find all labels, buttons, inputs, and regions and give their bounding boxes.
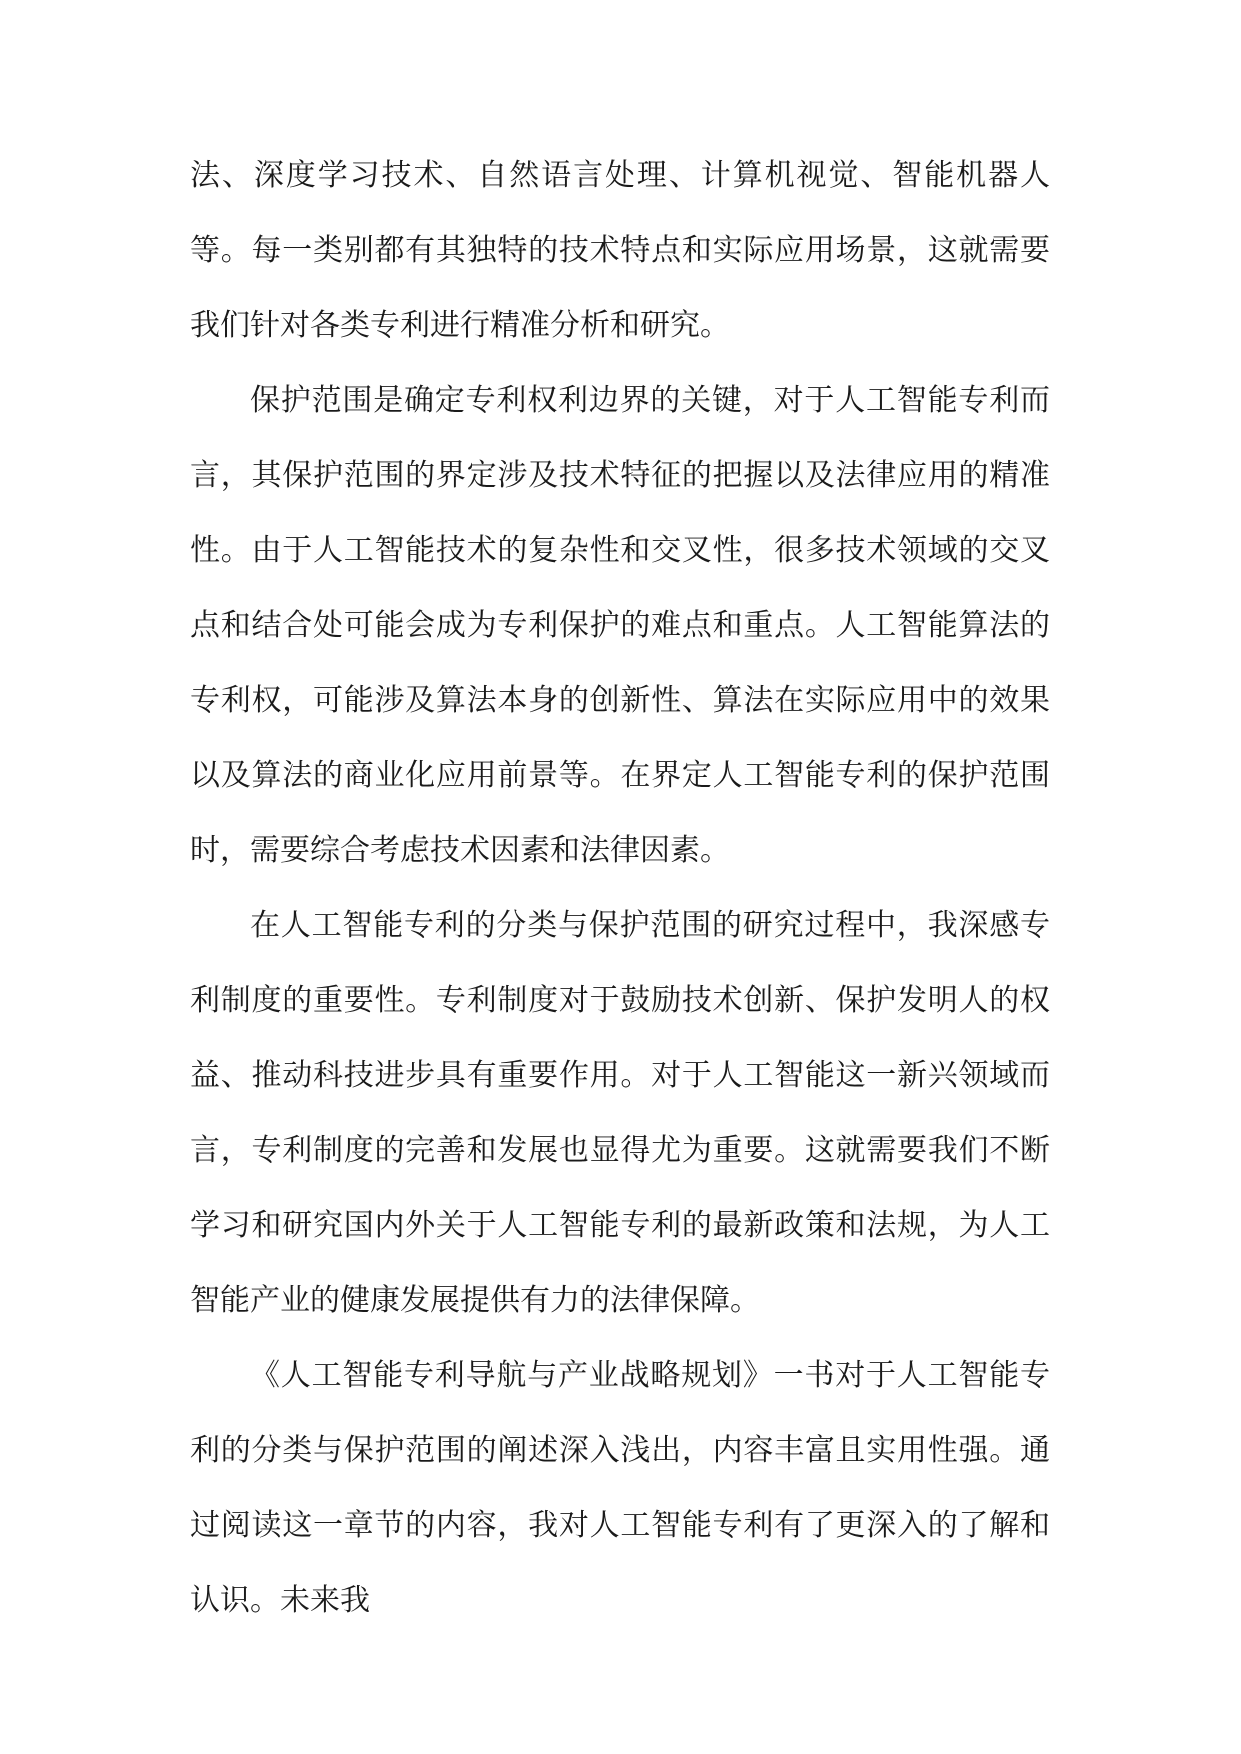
paragraph-protection-scope: 保护范围是确定专利权利边界的关键，对于人工智能专利而言，其保护范围的界定涉及技术特征的把握以及法律应用的精准性。由于人工智能技术的复杂性和交叉性，很多技术领域的交叉点和结合处可能会成为专利保护的难点和重点。人工智能算法的专利权，可能涉及算法本身的创新性、算法在实际应用中的效果以及算法的商业化应用前景等。在界定人工智能专利的保护范围时，需要综合考虑技术因素和法律因素。: [190, 383, 1050, 868]
paragraph-book-review: 《人工智能专利导航与产业战略规划》一书对于人工智能专利的分类与保护范围的阐述深入浅出，内容丰富且实用性强。通过阅读这一章节的内容，我对人工智能专利有了更深入的了解和认识。未来我: [190, 1358, 1050, 1618]
body-text: [190, 138, 1050, 1638]
paragraph-patent-system: 在人工智能专利的分类与保护范围的研究过程中，我深感专利制度的重要性。专利制度对于鼓励技术创新、保护发明人的权益、推动科技进步具有重要作用。对于人工智能这一新兴领域而言，专利制度的完善和发展也显得尤为重要。这就需要我们不断学习和研究国内外关于人工智能专利的最新政策和法规，为人工智能产业的健康发展提供有力的法律保障。: [190, 908, 1050, 1318]
paragraph-continued: 法、深度学习技术、自然语言处理、计算机视觉、智能机器人等。每一类别都有其独特的技术特点和实际应用场景，这就需要我们针对各类专利进行精准分析和研究。: [190, 158, 1050, 343]
